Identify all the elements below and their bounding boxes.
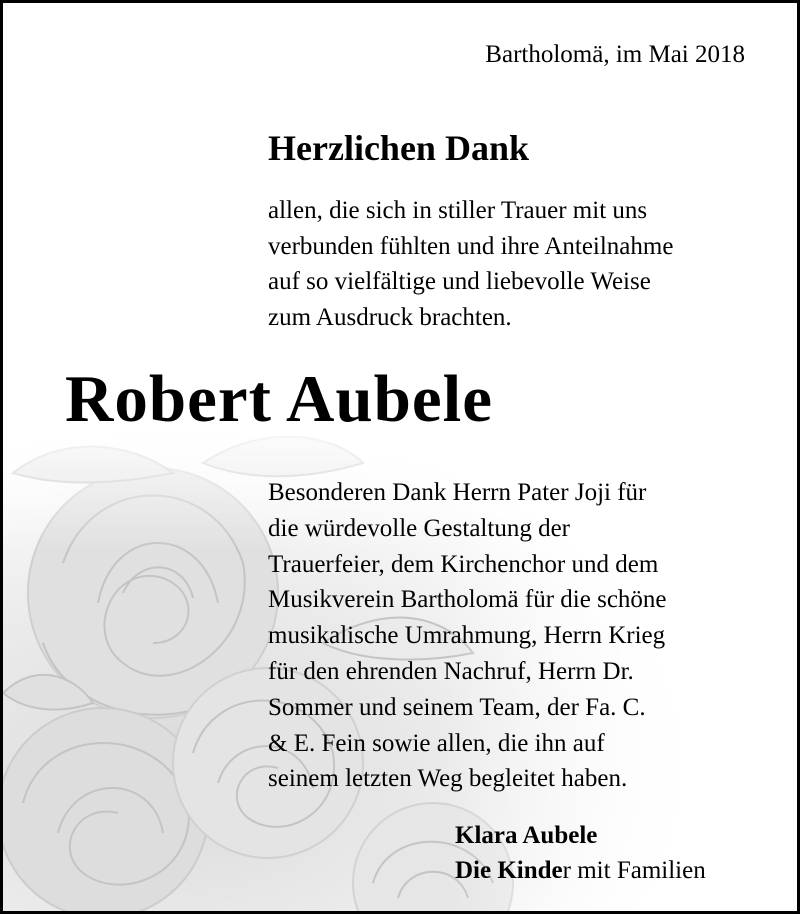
signature-family	[455, 853, 706, 888]
thanks-line: Besonderen Dank Herrn Pater Joji für	[268, 479, 647, 506]
intro-line: verbunden fühlten und ihre Anteilnahme	[268, 232, 674, 260]
intro-line: zum Ausdruck brachten.	[268, 303, 512, 331]
intro-line: allen, die sich in stiller Trauer mit uns	[268, 197, 648, 224]
thanks-line: seinem letzten Weg begleitet haben.	[268, 765, 628, 793]
signature-widow: Klara Aubele	[455, 822, 598, 849]
thanks-line: & E. Fein sowie allen, die ihn auf	[268, 729, 605, 757]
thanks-line: musikalische Umrahmung, Herrn Krieg	[268, 622, 666, 650]
special-thanks-paragraph	[268, 475, 667, 797]
intro-line: auf so vielfältige und liebevolle Weise	[268, 268, 651, 295]
thanks-line: Trauerfeier, dem Kirchenchor und dem	[268, 550, 659, 578]
thanks-line: die würdevolle Gestaltung der	[268, 514, 570, 542]
thanks-heading: Herzlichen Dank	[268, 128, 529, 168]
signature-families: r mit Familien	[562, 857, 706, 884]
thanks-line: Musikverein Bartholomä für die schöne	[268, 586, 667, 614]
thanks-line: Sommer und seinem Team, der Fa. C.	[268, 693, 646, 721]
place-date: Bartholomä, im Mai 2018	[485, 41, 745, 68]
deceased-name: Robert Aubele	[65, 362, 493, 436]
intro-paragraph	[268, 193, 673, 335]
thanks-line: für den ehrenden Nachruf, Herrn Dr.	[268, 657, 634, 685]
signature-children: Die Kinde	[455, 857, 563, 884]
signature-block	[455, 818, 706, 888]
